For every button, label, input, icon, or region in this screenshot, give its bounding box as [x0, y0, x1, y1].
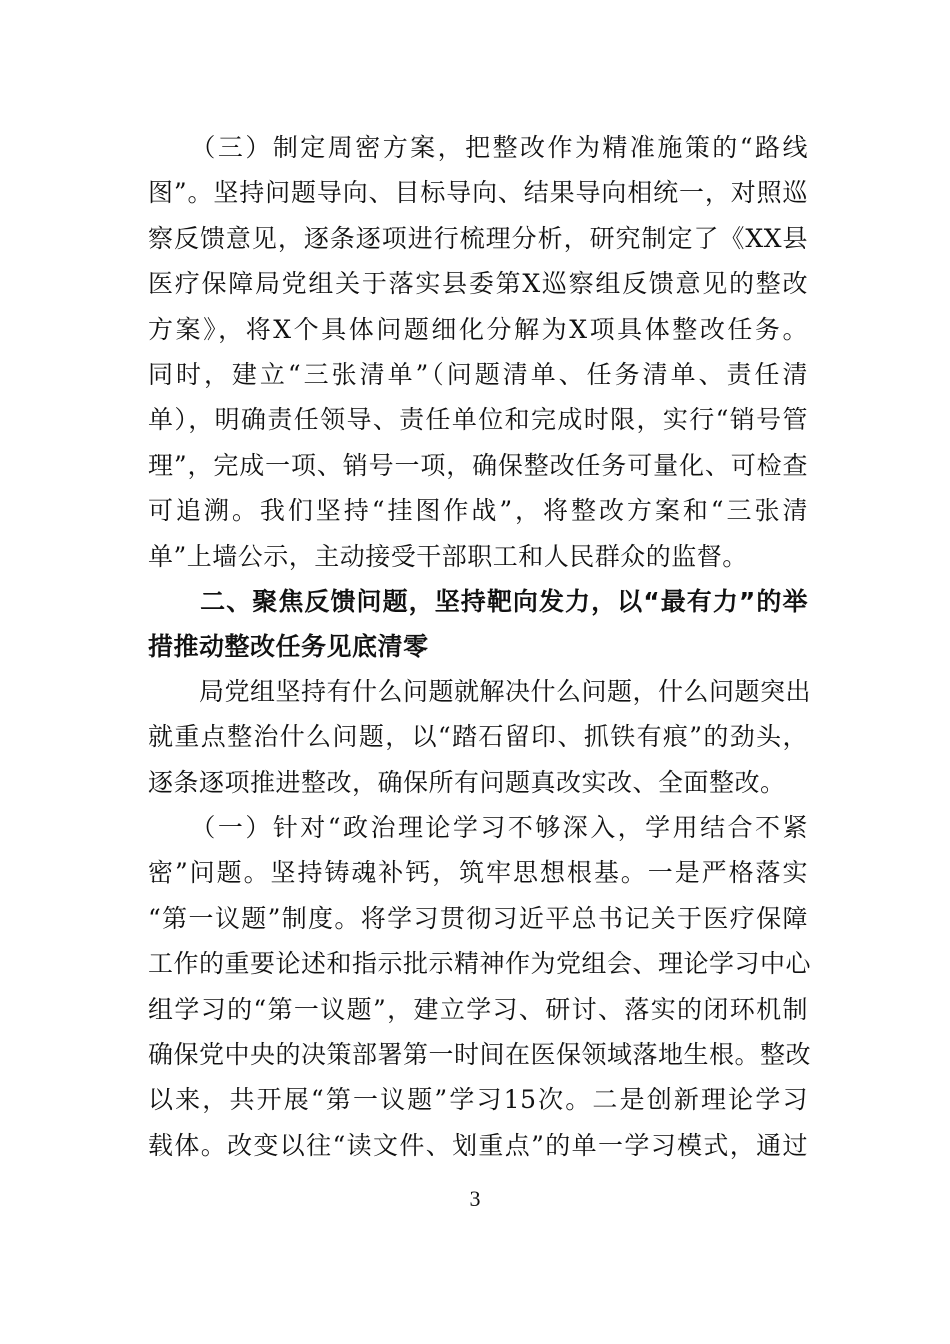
paragraph-line: 同时，建立“三张清单”（问题清单、任务清单、责任清: [148, 359, 808, 389]
heading-line: 二、聚焦反馈问题，坚持靶向发力，以“最有力”的举: [148, 587, 808, 616]
paragraph-line: 组学习的“第一议题”，建立学习、研讨、落实的闭环机制: [148, 994, 808, 1024]
paragraph-line: 单），明确责任领导、责任单位和完成时限，实行“销号管: [148, 405, 808, 435]
paragraph-line: 载体。改变以往“读文件、划重点”的单一学习模式，通过: [148, 1130, 808, 1160]
paragraph-line: 图”。坚持问题导向、目标导向、结果导向相统一，对照巡: [148, 178, 808, 208]
paragraph-line: 可追溯。我们坚持“挂图作战”，将整改方案和“三张清: [148, 496, 808, 526]
paragraph-line: 察反馈意见，逐条逐项进行梳理分析，研究制定了《XX县: [148, 223, 808, 253]
paragraph-line: 就重点整治什么问题，以“踏石留印、抓铁有痕”的劲头，: [148, 722, 808, 752]
paragraph-line: 局党组坚持有什么问题就解决什么问题，什么问题突出: [148, 677, 812, 706]
paragraph-line: 单”上墙公示，主动接受干部职工和人民群众的监督。: [148, 541, 748, 571]
paragraph-party-group: [148, 669, 812, 805]
paragraph-line: 方案》，将X个具体问题细化分解为X项具体整改任务。: [148, 314, 808, 344]
paragraph-line: 确保党中央的决策部署第一时间在医保领域落地生根。整改: [148, 1039, 812, 1069]
paragraph-political-theory: [148, 805, 812, 1168]
paragraph-rectification-plan: [148, 125, 808, 579]
page-number: 3: [469, 1186, 481, 1211]
paragraph-line: 以来，共开展“第一议题”学习15次。二是创新理论学习: [148, 1085, 808, 1115]
paragraph-line: （三）制定周密方案，把整改作为精准施策的“路线: [148, 133, 808, 162]
paragraph-line: 医疗保障局党组关于落实县委第X巡察组反馈意见的整改: [148, 269, 808, 299]
paragraph-line: 工作的重要论述和指示批示精神作为党组会、理论学习中心: [148, 949, 812, 979]
section-heading-two: [148, 579, 808, 670]
paragraph-line: 理”，完成一项、销号一项，确保整改任务可量化、可检查: [148, 450, 808, 480]
paragraph-line: 密”问题。坚持铸魂补钙，筑牢思想根基。一是严格落实: [148, 858, 808, 888]
paragraph-line: “第一议题”制度。将学习贯彻习近平总书记关于医疗保障: [148, 903, 808, 933]
paragraph-line: 逐条逐项推进整改，确保所有问题真改实改、全面整改。: [148, 767, 786, 797]
heading-line: 措推动整改任务见底清零: [148, 632, 429, 662]
paragraph-line: （一）针对“政治理论学习不够深入，学用结合不紧: [148, 813, 808, 842]
